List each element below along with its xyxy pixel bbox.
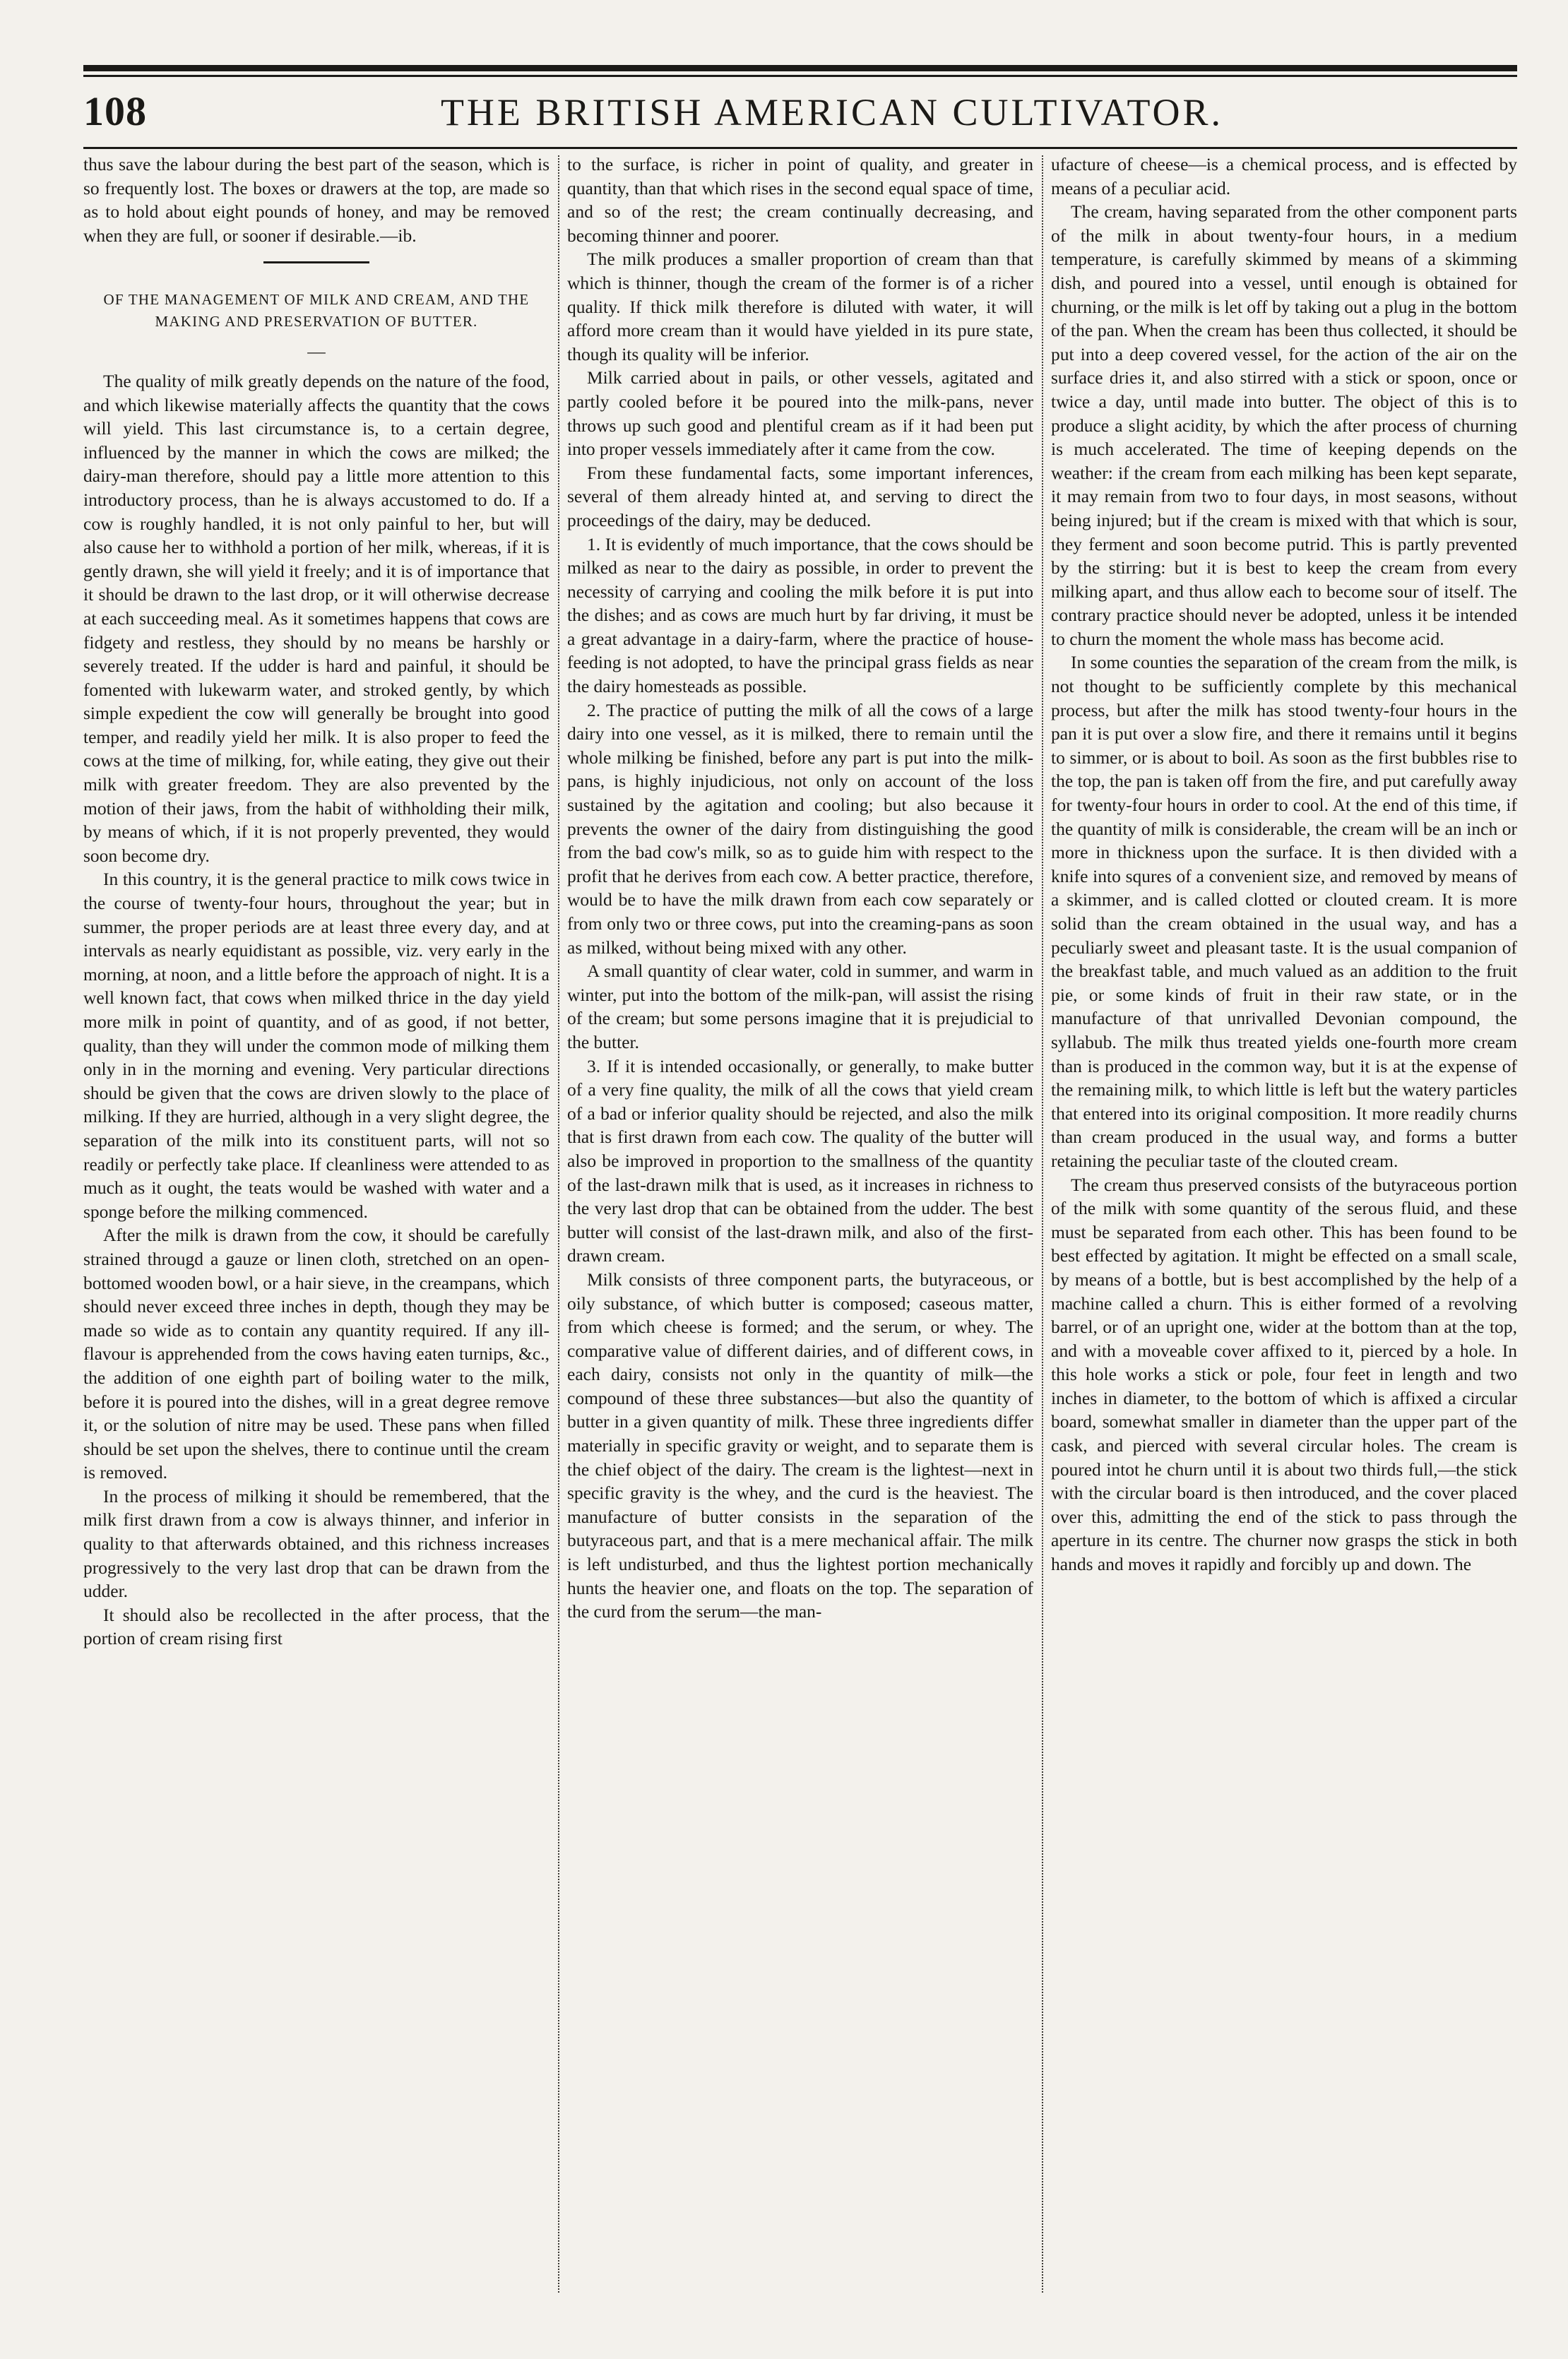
heading-dash: — [307, 341, 326, 362]
paragraph: 2. The practice of putting the milk of all the cows of a large dairy into one vessel, as it is milked, there to remain until the whole milking be finished, before any part is put into the milk-pans, is highly injudicious, not only on account of the loss sustained by the agitation and cooling; but also because it prevents the owner of the dairy from distinguishing the good from the bad cow's milk, so as to guide him with respect to the profit that he derives from each cow. A better practice, therefore, would be to have the milk drawn from each cow separately or from only two or three cows, put into the creaming-pans as soon as milked, without being mixed with any other. [567, 699, 1033, 958]
paragraph: In the process of milking it should be remembered, that the milk first drawn from a cow is always thinner, and inferior in quality to that afterwards obtained, and this richness increases progressively to the very last drop that can be drawn from the udder. [83, 1485, 550, 1602]
paragraph: From these fundamental facts, some important inferences, several of them already hinted at, and serving to direct the proceedings of the dairy, may be deduced. [567, 462, 1033, 530]
paragraph: After the milk is drawn from the cow, it should be carefully strained througd a gauze or linen cloth, stretched on an open-bottomed wooden bowl, or a hair sieve, in the creampans, which should never exceed three inches in depth, though they may be made so wide as to contain any quantity required. If any ill-flavour is apprehended from the cows having eaten turnips, &c., the addition of one eighth part of boiling water to the milk, before it is poured into the dishes, will in a great degree remove it, or the solution of nitre may be used. These pans when filled should be set upon the shelves, there to continue until the cream is removed. [83, 1225, 550, 1483]
column-1 [83, 153, 550, 2300]
page-number: 108 [83, 88, 147, 134]
paragraph: ufacture of cheese—is a chemical process, and is effected by means of a peculiar acid. [1051, 154, 1517, 198]
paragraph: In this country, it is the general practice to milk cows twice in the course of twenty-four hours, throughout the year; but in summer, the proper periods are at least three every day, and at intervals as nearly equidistant as possible, viz. very early in the morning, at noon, and a little before the approach of night. It is a well known fact, that cows when milked thrice in the day yield more milk in point of quantity, and of as good, if not better, quality, than they will under the common mode of milking them only in in the morning and evening. Very particular directions should be given that the cows are driven slowly to the place of milking. If they are hurried, although in a very slight degree, the separation of the milk into its constituent parts, will not so readily or perfectly take place. If cleanliness were attended to as much as it ought, the teats would be washed with water and a sponge before the milking commenced. [83, 869, 550, 1222]
paragraph: The quality of milk greatly depends on the nature of the food, and which likewise materially affects the quantity that the cows will yield. This last circumstance is, to a certain degree, influenced by the manner in which the cows are milked; the dairy-man therefore, should pay a little more attention to this introductory process, than he is always accustomed to do. If a cow is roughly handled, it is not only painful to her, but will also cause her to withhold a portion of her milk, whereas, if it is gently drawn, she will yield it freely; and it is of importance that it should be drawn to the last drop, or it will otherwise decrease at each succeeding meal. As it sometimes happens that cows are fidgety and restless, they should by no means be harshly or severely treated. If the udder is hard and painful, it should be fomented with lukewarm water, and stroked gently, by which simple expedient the cow will generally be brought into good temper, and readily yield her milk. It is also proper to feed the cows at the time of milking, for, while eating, they give out their milk with greater freedom. They are also prevented by the motion of their jaws, from the habit of withholding their milk, by means of which, if it is not properly prevented, they would soon become dry. [83, 370, 550, 866]
text-columns [83, 153, 1517, 2300]
paragraph: In some counties the separation of the cream from the milk, is not thought to be sufficiently complete by this mechanical process, but after the milk has stood twenty-four hours in the pan it is put over a slow fire, and there it remains until it begins to simmer, or is about to boil. As soon as the first bubbles rise to the top, the pan is taken off from the fire, and put carefully away for twenty-four hours in order to cool. At the end of this time, if the quantity of milk is considerable, the cream will be an inch or more in thickness upon the surface. It is then divided with a knife into squres of a convenient size, and removed by means of a skimmer, and is called clotted or clouted cream. It is more solid than the cream obtained in the usual way, and has a peculiarly sweet and pleasant taste. It is the usual companion of the breakfast table, and much valued as an addition to the fruit pie, or some kinds of fruit in their raw state, or in the manufacture of that unrivalled Devonian compound, the syllabub. The milk thus treated yields one-fourth more cream than is produced in the common way, but it is at the expense of the remaining milk, to which little is left but the watery particles that entered into its original composition. It more readily churns than cream produced in the usual way, and forms a butter retaining the peculiar taste of the clouted cream. [1051, 652, 1517, 1171]
paragraph: The cream, having separated from the other component parts of the milk in about twenty-four hours, in a medium temperature, is carefully skimmed by means of a skimming dish, and poured into a vessel, until enough is obtained for churning, or the milk is let off by taking out a plug in the bottom of the pan. When the cream has been thus collected, it should be put into a deep covered vessel, for the action of the air on the surface dries it, and also stirred with a stick or spoon, once or twice a day, until made into butter. The object of this is to produce a slight acidity, by which the after process of churning is much accelerated. The time of keeping depends on the weather: if the cream from each milking has been kept separate, it may remain from two to four days, in most seasons, without being injured; but if the cream is mixed with that which is sour, they ferment and soon become putrid. This is partly prevented by the stirring: but it is best to keep the cream from every milking apart, and thus allow each to become sour of itself. The contrary practice should never be adopted, unless it be intended to churn the moment the whole mass has become acid. [1051, 201, 1517, 649]
paragraph: The cream thus preserved consists of the butyraceous portion of the milk with some quantity of the serous fluid, and these must be separated from each other. This has been found to be best effected by agitation. It might be effected on a small scale, by means of a bottle, but is best accomplished by the help of a machine called a churn. This is either formed of a revolving barrel, or of an upright one, wider at the bottom than at the top, and with a moveable cover affixed to it, pierced by a hole. In this hole works a stick or pole, four feet in length and two inches in diameter, to the bottom of which is affixed a circular board, somewhat smaller in diameter than the upper part of the cask, and pierced with several circular holes. The cream is poured intot he churn until it is about two thirds full,—the stick with the circular board is then introduced, and the cover placed over this, admitting the end of the stick to pass through the aperture in its centre. The churner now grasps the stick in both hands and moves it rapidly and forcibly up and down. The [1051, 1174, 1517, 1575]
paragraph: to the surface, is richer in point of quality, and greater in quantity, than that which rises in the second equal space of time, and so of the rest; the cream continually decreasing, and becoming thinner and poorer. [567, 154, 1033, 246]
header-bottom-rule [83, 147, 1517, 149]
paragraph: A small quantity of clear water, cold in summer, and warm in winter, put into the bottom of the milk-pan, will assist the rising of the cream; but some persons imagine that it is prejudicial to the butter. [567, 961, 1033, 1052]
column-2 [567, 153, 1033, 2300]
paragraph: 1. It is evidently of much importance, that the cows should be milked as near to the dairy as possible, in order to prevent the necessity of carrying and cooling the milk before it is put into the dishes; and as cows are much hurt by far driving, it must be a great advantage in a dairy-farm, where the practice of house-feeding is not adopted, to have the principal grass fields as near the dairy homesteads as possible. [567, 533, 1033, 697]
paragraph: Milk consists of three component parts, the butyraceous, or oily substance, of which butter is composed; caseous matter, from which cheese is formed; and the serum, or whey. The comparative value of different dairies, and of different cows, in each dairy, consists not only in the quantity of milk—the compound of these three substances—but also the quantity of butter in a given quantity of milk. These three ingredients differ materially in specific gravity or weight, and to separate them is the chief object of the dairy. The cream is the lightest—next in specific gravity is the whey, and the curd is the heaviest. The manufacture of butter consists in the separation of the butyraceous part, and that is a mere mechanical affair. The milk is left undisturbed, and thus the lightest portion mechanically hunts the heavier one, and floats on the top. The separation of the curd from the serum—the man- [567, 1268, 1033, 1622]
column-separator [550, 153, 567, 2300]
paragraph: The milk produces a smaller proportion of cream than that which is thinner, though the cream of the former is of a richer quality. If thick milk therefore is diluted with water, it will afford more cream than it would have yielded in its pure state, though its quality will be inferior. [567, 249, 1033, 364]
header-thick-rule [83, 65, 1517, 71]
section-heading: OF THE MANAGEMENT OF MILK AND CREAM, AND THE MAKING AND PRESERVATION OF BUTTER. [103, 291, 530, 331]
header-thin-rule [83, 75, 1517, 77]
paragraph: Milk carried about in pails, or other vessels, agitated and partly cooled before it be poured into the milk-pans, never throws up such good and plentiful cream as if it had been put into proper vessels immediately after it came from the cow. [567, 367, 1033, 460]
section-divider [263, 261, 369, 263]
intro-paragraph: thus save the labour during the best part of the season, which is so frequently lost. The boxes or drawers at the top, are made so as to hold about eight pounds of honey, and may be removed when they are full, or sooner if desirable.—ib. [83, 154, 550, 246]
column-3 [1051, 153, 1517, 2300]
newspaper-page [83, 65, 1517, 2304]
paragraph: It should also be recollected in the after process, that the portion of cream rising first [83, 1604, 550, 1649]
paragraph: 3. If it is intended occasionally, or generally, to make butter of a very fine quality, the milk of all the cows that yield cream of a bad or inferior quality should be rejected, and also the milk that is first drawn from each cow. The quality of the butter will also be improved in proportion to the smallness of the quantity of the last-drawn milk that is used, as it increases in richness to the very last drop that can be obtained from the udder. The best butter will consist of the last-drawn milk, and also of the first-drawn cream. [567, 1055, 1033, 1266]
page-header [83, 83, 1517, 145]
journal-title: THE BRITISH AMERICAN CULTIVATOR. [440, 91, 1224, 133]
column-separator [1033, 153, 1051, 2300]
